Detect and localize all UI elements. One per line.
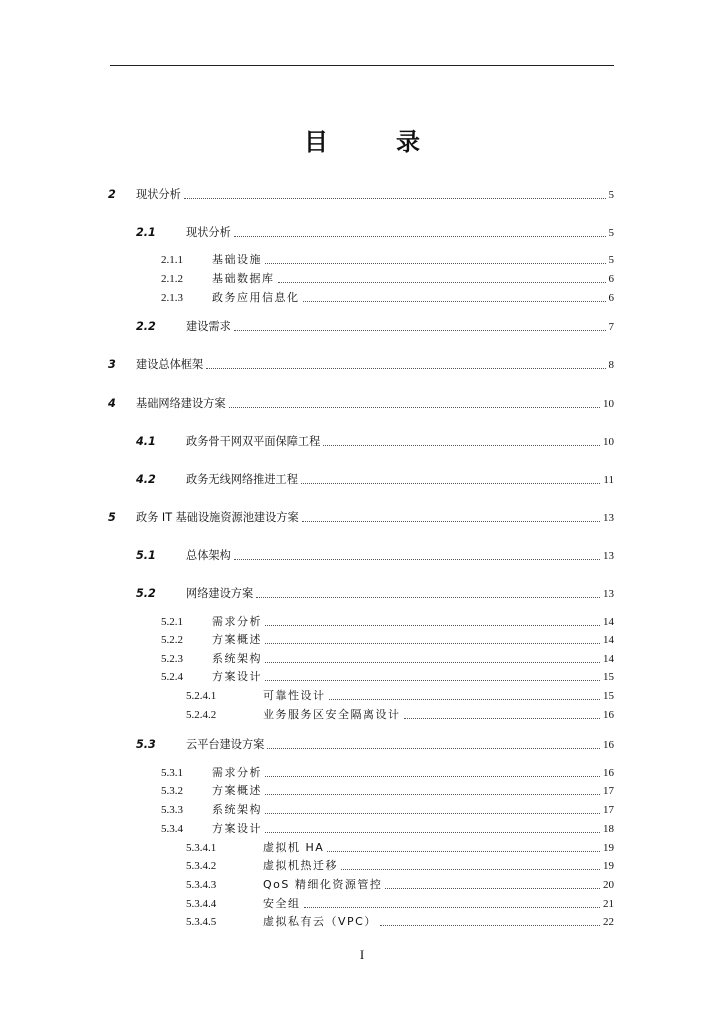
toc-entry-number: 4 [108,397,116,410]
toc-entry-page: 6 [608,273,614,285]
toc-entry-page: 20 [603,879,614,891]
toc-entry-title: 方案设计 [212,822,262,835]
toc-entry-page: 6 [608,292,614,304]
toc-entry[interactable] [161,270,614,286]
page-number: I [359,947,365,962]
dot-leader [265,794,600,795]
toc-entry-number: 5.3 [136,738,156,751]
toc-entry-number: 2.1.2 [161,273,183,285]
toc-entry-page: 15 [603,690,614,702]
header-rule [110,65,614,66]
toc-entry-number: 3 [108,358,116,371]
toc-entry-page: 7 [608,321,614,333]
toc-entry-title: 虚拟私有云（VPC） [263,915,377,928]
toc-entry-title: 建设总体框架 [136,358,204,371]
toc-entry-page: 13 [603,512,614,524]
toc-entry-number: 2 [108,188,116,201]
toc-entry-page: 13 [603,550,614,562]
toc-title: 目 录 [304,128,442,156]
toc-entry[interactable] [108,356,614,372]
toc-entry[interactable] [186,895,614,911]
toc-entry-title: 现状分析 [136,188,181,201]
dot-leader [265,832,600,833]
dot-leader [304,907,601,908]
toc-entry-number: 2.2 [136,320,156,333]
toc-entry-title: 基础数据库 [212,272,275,285]
toc-entry-number: 5.2.4.1 [186,690,217,702]
toc-entry-number: 5.3.3 [161,804,183,816]
toc-entry-title: 基础网络建设方案 [136,397,226,410]
toc-entry-number: 5.2.3 [161,653,183,665]
toc-entry-page: 10 [603,436,614,448]
toc-entry-page: 22 [603,916,614,928]
toc-entry-number: 2.1.3 [161,292,183,304]
dot-leader [206,368,605,369]
toc-entry[interactable] [161,782,614,798]
toc-entry-number: 5.2 [136,587,156,600]
toc-entry-number: 5.3.2 [161,785,183,797]
toc-entry[interactable] [186,706,614,722]
toc-entry[interactable] [136,224,614,240]
toc-entry[interactable] [161,289,614,305]
dot-leader [234,330,606,331]
toc-entry-number: 5.2.4 [161,671,183,683]
toc-entry[interactable] [161,668,614,684]
toc-entry[interactable] [186,687,614,703]
dot-leader [303,301,606,302]
toc-entry[interactable] [136,736,614,752]
toc-entry-title: 可靠性设计 [263,689,326,702]
toc-entry-title: 总体架构 [186,549,231,562]
toc-entry-title: 政务应用信息化 [212,291,300,304]
toc-entry-title: 建设需求 [186,320,231,333]
toc-entry-number: 5 [108,511,116,524]
toc-entry[interactable] [108,509,614,525]
toc-entry-title: 业务服务区安全隔离设计 [263,708,401,721]
toc-entry[interactable] [136,433,614,449]
toc-entry-number: 5.3.4.4 [186,898,217,910]
toc-entry[interactable] [186,913,614,929]
toc-entry-number: 4.2 [136,473,156,486]
toc-entry-page: 18 [603,823,614,835]
toc-entry-number: 5.1 [136,549,156,562]
toc-entry-title: 虚拟机 HA [263,841,325,854]
dot-leader [265,680,600,681]
dot-leader [267,748,600,749]
toc-entry[interactable] [161,801,614,817]
toc-entry[interactable] [161,251,614,267]
toc-entry-number: 5.2.1 [161,616,183,628]
dot-leader [302,521,600,522]
toc-entry-title: 网络建设方案 [186,587,254,600]
toc-entry-page: 14 [603,634,614,646]
toc-entry-page: 15 [603,671,614,683]
dot-leader [301,483,601,484]
toc-entry-title: 云平台建设方案 [186,738,265,751]
toc-entry-number: 2.1.1 [161,254,183,266]
toc-entry-page: 17 [603,804,614,816]
dot-leader [265,662,600,663]
dot-leader [385,888,600,889]
toc-entry-page: 8 [608,359,614,371]
toc-entry-title: 系统架构 [212,803,262,816]
toc-entry-number: 5.3.4.1 [186,842,217,854]
toc-entry-page: 11 [603,474,614,486]
toc-entry-title: 现状分析 [186,226,231,239]
dot-leader [329,699,601,700]
toc-entry-title: 虚拟机热迁移 [263,859,338,872]
toc-entry[interactable] [161,820,614,836]
dot-leader [341,869,600,870]
toc-entry-title: 基础设施 [212,253,262,266]
toc-entry-title: QoS 精细化资源管控 [263,878,383,891]
toc-entry-number: 2.1 [136,226,156,239]
toc-entry-number: 5.3.1 [161,767,183,779]
dot-leader [234,559,600,560]
dot-leader [234,236,606,237]
toc-entry-page: 16 [603,739,614,751]
toc-entry-number: 5.3.4.2 [186,860,217,872]
toc-entry-title: 安全组 [263,897,301,910]
toc-entry[interactable] [186,839,614,855]
toc-entry-title: 需求分析 [212,615,262,628]
toc-entry-page: 16 [603,709,614,721]
dot-leader [256,597,600,598]
dot-leader [265,643,600,644]
toc-entry-page: 5 [608,227,614,239]
toc-entry-page: 21 [603,898,614,910]
toc-entry-number: 5.3.4.3 [186,879,217,891]
dot-leader [229,407,600,408]
toc-entry[interactable] [136,585,614,601]
toc-entry-page: 10 [603,398,614,410]
toc-entry[interactable] [136,318,614,334]
dot-leader [265,263,606,264]
toc-entry[interactable] [108,395,614,411]
toc-entry-page: 13 [603,588,614,600]
toc-entry-number: 5.2.2 [161,634,183,646]
toc-entry[interactable] [108,186,614,202]
toc-entry-page: 17 [603,785,614,797]
dot-leader [380,925,600,926]
dot-leader [184,198,606,199]
toc-entry[interactable] [161,631,614,647]
toc-entry-title: 方案概述 [212,633,262,646]
toc-entry-page: 19 [603,842,614,854]
toc-entry[interactable] [136,471,614,487]
toc-entry-page: 19 [603,860,614,872]
dot-leader [404,718,601,719]
dot-leader [278,282,606,283]
toc-entry[interactable] [186,857,614,873]
toc-entry[interactable] [161,613,614,629]
dot-leader [265,813,600,814]
toc-entry-page: 5 [608,254,614,266]
toc-entry-title: 政务无线网络推进工程 [186,473,298,486]
toc-entry-page: 5 [608,189,614,201]
toc-entry[interactable] [161,764,614,780]
toc-entry-page: 16 [603,767,614,779]
toc-entry[interactable] [161,650,614,666]
toc-entry-title: 系统架构 [212,652,262,665]
dot-leader [323,445,600,446]
toc-entry-title: 方案设计 [212,670,262,683]
dot-leader [265,776,600,777]
toc-entry-number: 5.3.4.5 [186,916,217,928]
dot-leader [327,851,600,852]
toc-entry-page: 14 [603,653,614,665]
toc-entry[interactable] [186,876,614,892]
toc-entry[interactable] [136,547,614,563]
toc-entry-number: 5.3.4 [161,823,183,835]
dot-leader [265,625,600,626]
toc-entry-title: 需求分析 [212,766,262,779]
toc-entry-number: 4.1 [136,435,156,448]
toc-entry-page: 14 [603,616,614,628]
toc-entry-title: 政务 IT 基础设施资源池建设方案 [136,511,299,524]
toc-entry-title: 政务骨干网双平面保障工程 [186,435,321,448]
toc-entry-title: 方案概述 [212,784,262,797]
toc-entry-number: 5.2.4.2 [186,709,217,721]
